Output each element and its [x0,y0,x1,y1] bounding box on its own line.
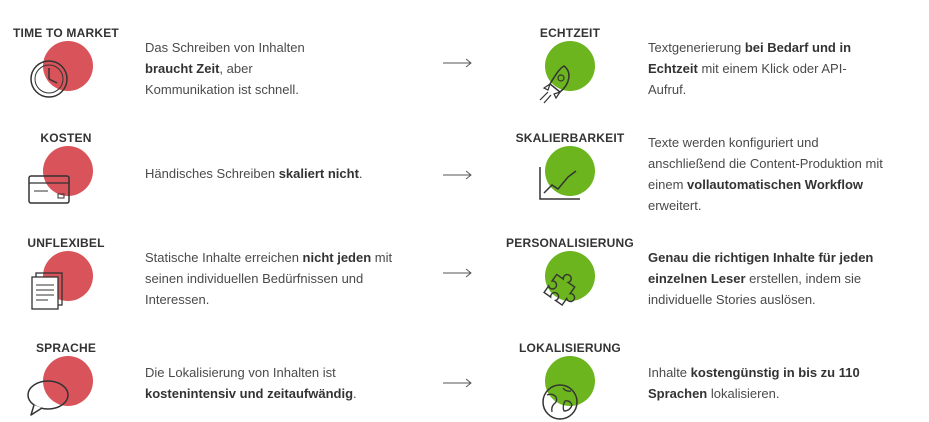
document-icon [30,272,66,310]
label-time-to-market: TIME TO MARKET [13,26,119,40]
desc-sprache: Die Lokalisierung von Inhalten ist kostenintensiv und zeitaufwändig. [145,365,357,401]
row-time-to-market [0,0,929,100]
rocket-icon [536,62,576,106]
speech-bubble-icon [26,379,70,417]
emphasis-text: braucht Zeit [145,61,220,76]
row-sprache [0,315,929,415]
label-personalisierung: PERSONALISIERUNG [506,236,634,250]
globe-icon [541,383,579,421]
arrow-icon [443,267,473,279]
puzzle-icon [538,270,578,310]
label-sprache: SPRACHE [35,341,97,355]
growth-chart-icon [538,165,582,201]
emphasis-text: kostengünstig in bis zu 110 Sprachen [648,365,860,401]
desc-kosten: Händisches Schreiben skaliert nicht. [145,166,363,181]
emphasis-text: nicht jeden [302,250,372,265]
emphasis-text: kostenintensiv und zeitaufwändig [145,386,354,401]
desc-lokalisierung: Inhalte kostengünstig in bis zu 110 Sprachen lokalisieren. [648,365,860,401]
desc-personalisierung: Genau die richtigen Inhalte für jeden einzelnen Leser erstellen, indem sie individuelle Stories auslösen. [648,250,874,307]
clock-icon [28,58,70,100]
label-lokalisierung: LOKALISIERUNG [519,341,621,355]
desc-time-to-market: Das Schreiben von Inhalten braucht Zeit, aber Kommunikation ist schnell. [145,40,305,97]
credit-card-icon [28,175,72,205]
emphasis-text: skaliert nicht [278,166,359,181]
label-kosten: KOSTEN [40,131,92,145]
emphasis-text: Genau die richtigen Inhalte für jeden einzelnen Leser [648,250,874,286]
emphasis-text: bei Bedarf und in Echtzeit [648,40,852,76]
arrow-icon [443,169,473,181]
arrow-icon [443,57,473,69]
label-skalierbarkeit: SKALIERBARKEIT [515,131,625,145]
label-echtzeit: ECHTZEIT [539,26,601,40]
label-unflexibel: UNFLEXIBEL [27,236,105,250]
desc-echtzeit: Textgenerierung bei Bedarf und in Echtzeit mit einem Klick oder API-Aufruf. [648,40,852,97]
desc-skalierbarkeit: Texte werden konfiguriert und anschließend die Content-Produktion mit einem vollautomatischen Workflow erweitert. [648,135,883,213]
emphasis-text: vollautomatischen Workflow [687,177,864,192]
row-unflexibel [0,210,929,310]
desc-unflexibel: Statische Inhalte erreichen nicht jeden mit seinen individuellen Bedürfnissen und Interessen. [145,250,393,307]
row-kosten [0,105,929,213]
arrow-icon [443,377,473,389]
